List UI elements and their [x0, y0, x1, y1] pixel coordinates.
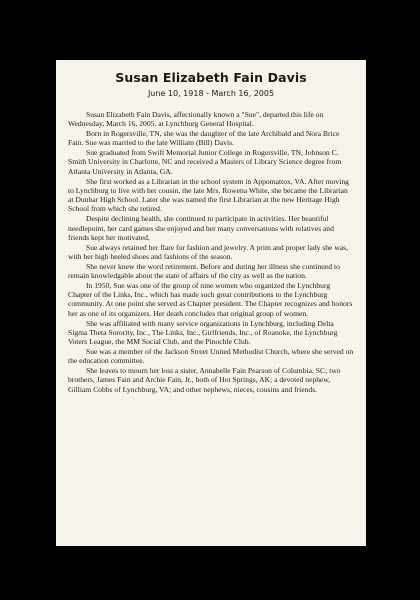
paragraph-education: Sue graduated from Swift Memorial Junior College in Rogersville, TN, Johnson C. Smith University in Charlotte, NC and received a Masters of Library Science degree from Atlanta University in Atlanta, GA. — [68, 148, 342, 176]
paragraph-retirement: She never knew the word retirement. Before and during her illness she continued to remain knowledgable about the state of affairs of the city as well as the nation. — [68, 261, 340, 281]
paragraph-survivors: She leaves to mourn her loss a sister, Annabelle Fain Pearson of Columbia, SC; two brothers, James Fain and Archie Fain, Jr., both of Hot Springs, AK; a devoted nephew, Gilliam Cobbs of Lynchburg, VA; and other nephews, nieces, cousins and friends. — [68, 366, 341, 394]
paragraph-fashion: Sue always retained her flare for fashion and jewelry. A prim and proper lady she was, with her high heeled shoes and fashions of the season. — [68, 242, 349, 261]
paragraph-organizations: She was affiliated with many service organizations in Lynchburg, including Delta Sigma Theta Sorority, Inc., The Links, Inc., Girlfriends, Inc., of Roanoke, the Lynchburg Voters League, the MM Social Club, and the Pinochle Club. — [68, 318, 338, 347]
obituary-body — [68, 110, 354, 394]
paragraph-activities: Despite declining health, she continued to participate in activities. Her beautiful needlepoint, her card games she enjoyed and her many conversations with relatives and friends kept her motivated. — [68, 214, 334, 242]
life-dates: June 10, 1918 - March 16, 2005 — [147, 89, 275, 98]
page-title: Susan Elizabeth Fain Davis — [115, 70, 307, 85]
paragraph-departure: Susan Elizabeth Fain Davis, affectionally known a "Sue", departed this life on Wednesday, March 16, 2005, at Lynchburg General Hospital. — [68, 110, 324, 129]
paragraph-career: She first worked as a Librarian in the school system in Appomattox, VA. After moving to Lynchburg to live with her cousin, the late Mrs. Rowena White, she became the Librarian at Dunbar High School. Later she was named the first Librarian at the new Heritage High School from which she retired. — [68, 176, 349, 214]
paragraph-birth: Born in Rogersville, TN, she was the daughter of the late Archibald and Nora Brice Fain. Sue was married to the late William (Bill) Davis. — [68, 129, 340, 148]
obituary-page — [56, 60, 366, 546]
paragraph-links-chapter: In 1950, Sue was one of the group of nine women who organized the Lynchburg Chapter of the Links, Inc., which has made such great contributions to the Lynchburg community. At one point she served as Chapter president. The Chapter recognizes and honors her as one of its organizers. Her death concludes that original group of women. — [68, 280, 353, 318]
paragraph-church: Sue was a member of the Jackson Street United Methodist Church, where she served on the education committee. — [68, 346, 354, 366]
